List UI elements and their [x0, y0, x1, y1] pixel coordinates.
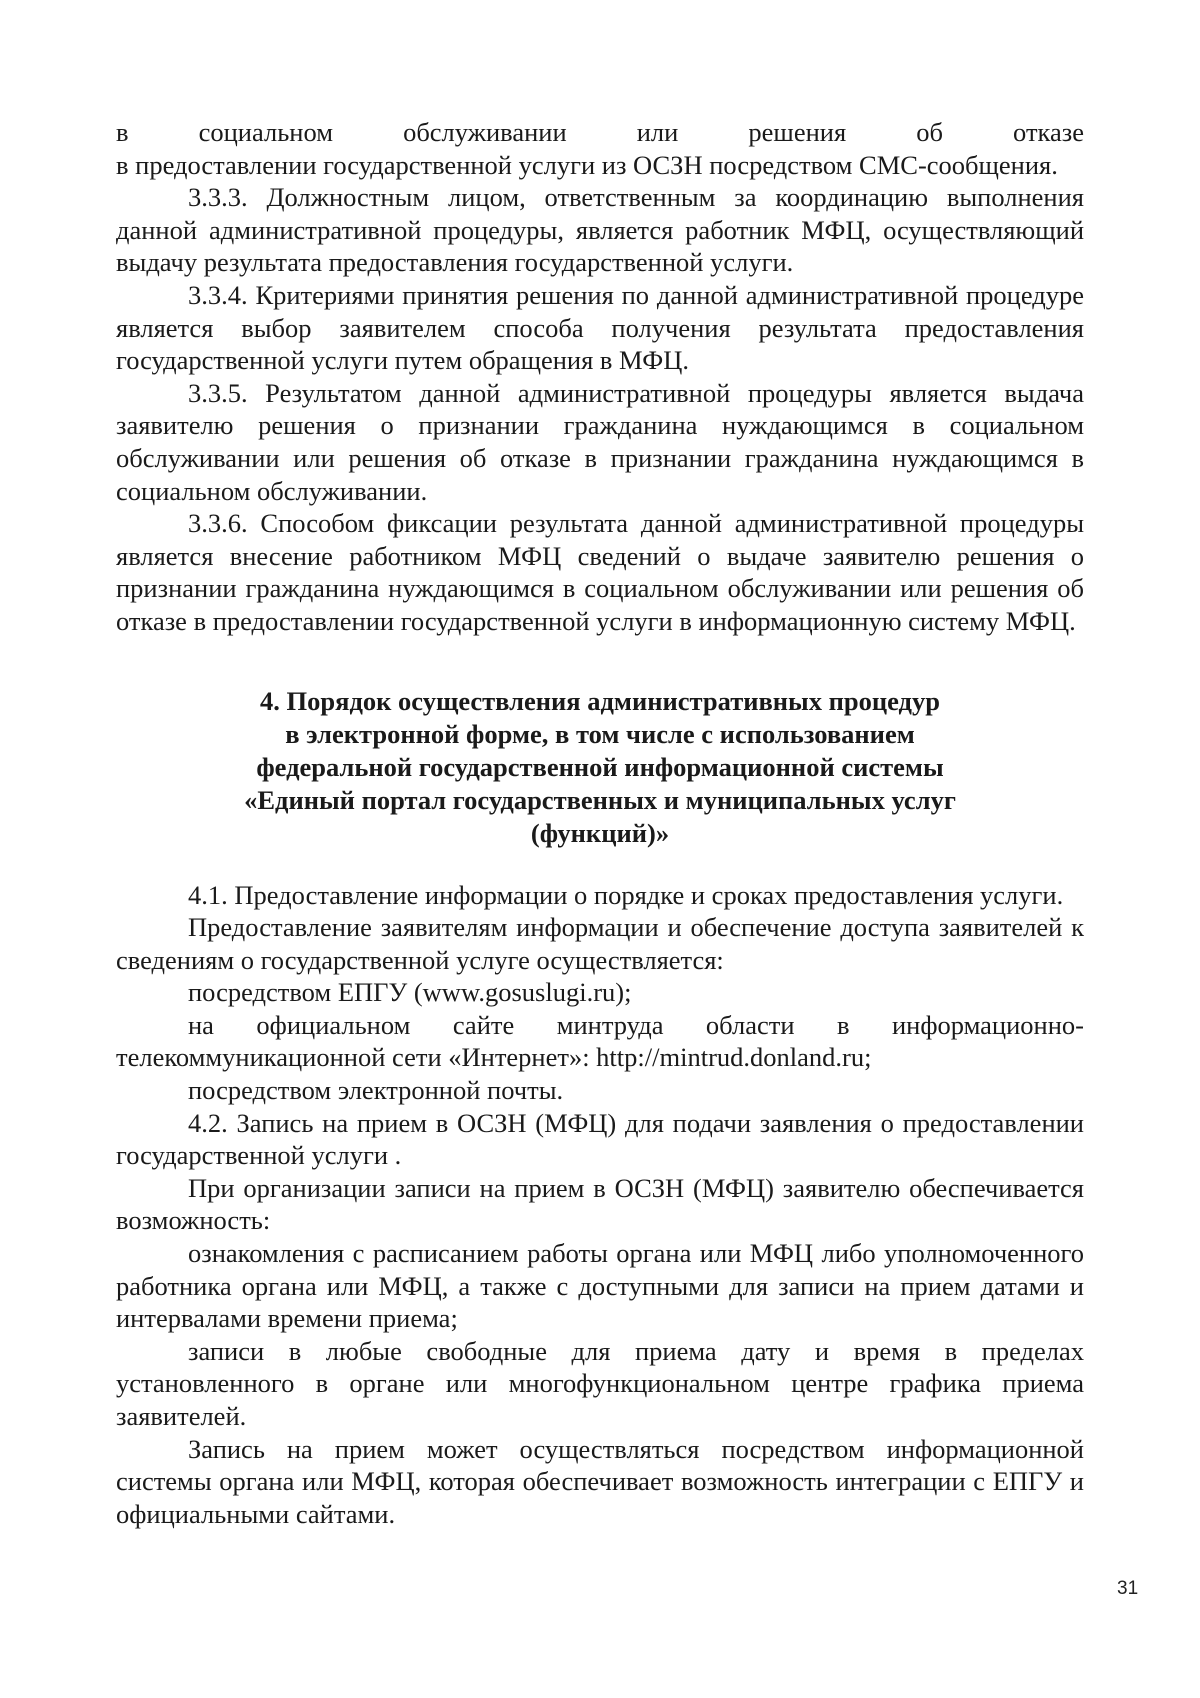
heading-line: в электронной форме, в том числе с использованием [285, 718, 915, 749]
paragraph-schedule: ознакомления с расписанием работы органа или МФЦ либо уполномоченного работника органа или МФЦ, а также с доступными для записи на прием датами и интервалами времени приема; [116, 1238, 1084, 1334]
paragraph-3-3-6: 3.3.6. Способом фиксации результата данной административной процедуры является внесение работником МФЦ сведений о выдаче заявителю решения о признании гражданина нуждающимся в социальном обслуживании или решения об отказе в предоставлении государственной услуги в информационную систему МФЦ. [116, 508, 1084, 636]
paragraph-email: посредством электронной почты. [188, 1075, 564, 1106]
page-body [116, 116, 1084, 1530]
heading-line: «Единый портал государственных и муниципальных услуг [244, 784, 956, 815]
paragraph-social-service-sms-line1: в социальном обслуживании или решения об отказе [116, 117, 1084, 147]
paragraph-3-3-4: 3.3.4. Критериями принятия решения по данной административной процедуре является выбор заявителем способа получения результата предоставления государственной услуги путем обращения в МФЦ. [116, 279, 1084, 376]
heading-line: 4. Порядок осуществления административных процедур [260, 685, 940, 716]
paragraph-4-1: 4.1. Предоставление информации о порядке и сроках предоставления услуги. [188, 879, 1064, 910]
paragraph-4-2: 4.2. Запись на прием в ОСЗН (МФЦ) для подачи заявления о предоставлении государственной услуги . [116, 1107, 1084, 1171]
heading-line: федеральной государственной информационной системы [256, 751, 944, 782]
paragraph-3-3-3: 3.3.3. Должностным лицом, ответственным за координацию выполнения данной административной процедуры, является работник МФЦ, осуществляющий выдачу результата предоставления государственной услуги. [116, 182, 1084, 278]
paragraph-epgu: посредством ЕПГУ (www.gosuslugi.ru); [188, 977, 632, 1008]
paragraph-official-site: на официальном сайте минтруда области в информационно-телекоммуникационной сети «Интернет»: http://mintrud.donland.ru; [116, 1009, 1084, 1073]
heading-line: (функций)» [530, 817, 670, 848]
paragraph-info-access: Предоставление заявителям информации и обеспечение доступа заявителей к сведениям о государственной услуге осуществляется: [116, 912, 1084, 975]
paragraph-appointment-possibility: При организации записи на прием в ОСЗН (МФЦ) заявителю обеспечивается возможность: [116, 1172, 1084, 1236]
paragraph-social-service-sms-line2: в предоставлении государственной услуги из ОСЗН посредством СМС-сообщения. [116, 149, 1058, 180]
paragraph-free-slots: записи в любые свободные для приема дату и время в пределах установленного в органе или многофункциональном центре графика приема заявителей. [116, 1335, 1084, 1431]
page-number: 31 [1117, 1578, 1139, 1599]
paragraph-integration: Запись на прием может осуществляться посредством информационной системы органа или МФЦ, которая обеспечивает возможность интеграции с ЕПГУ и официальными сайтами. [116, 1433, 1084, 1529]
paragraph-3-3-5: 3.3.5. Результатом данной административной процедуры является выдача заявителю решения о признании гражданина нуждающимся в социальном обслуживании или решения об отказе в признании гражданина нуждающимся в социальном обслуживании. [116, 377, 1084, 506]
section-4-heading [116, 685, 1084, 850]
